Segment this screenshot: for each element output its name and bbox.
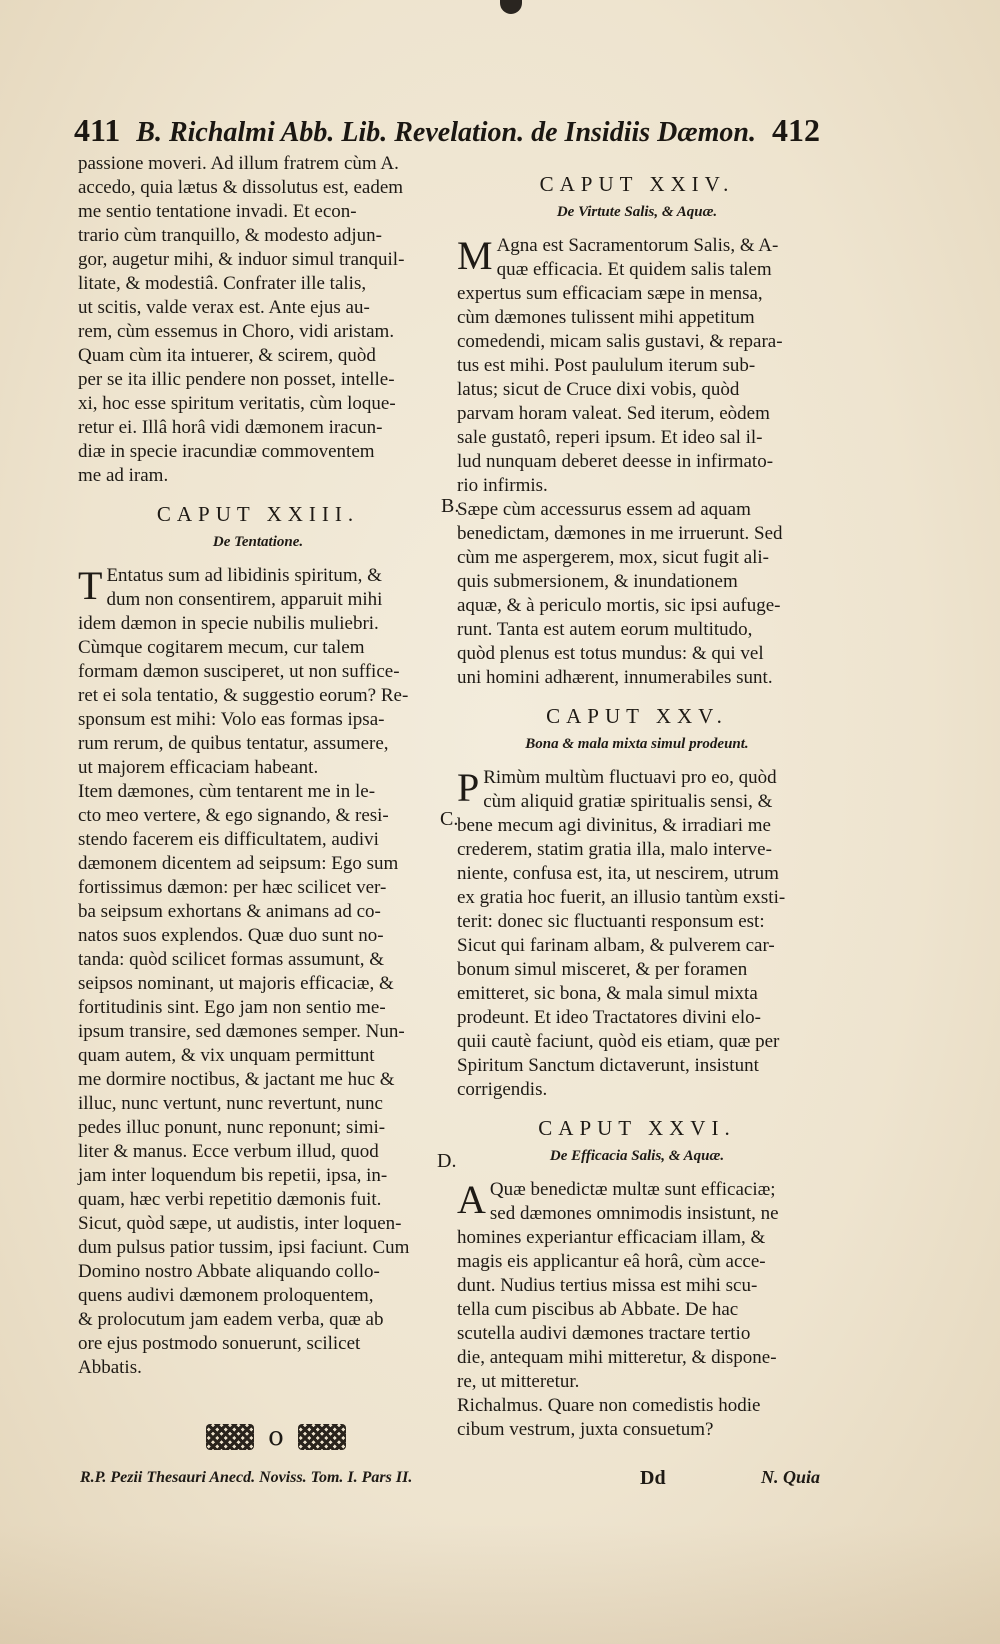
text-line: trario cùm tranquillo, & modesto adjun- bbox=[78, 225, 382, 246]
text-line: tella cum piscibus ab Abbate. De hac bbox=[457, 1299, 739, 1320]
text-line: litate, & modestiâ. Confrater ille talis, bbox=[78, 273, 367, 294]
text-line: ex gratia hoc fuerit, an illusio tantùm exsti- bbox=[457, 887, 786, 908]
running-title: B. Richalmi Abb. Lib. Revelation. de Insidiis Dæmon. bbox=[136, 117, 756, 148]
chapter-25-text bbox=[457, 766, 817, 1102]
text-line: rio infirmis. bbox=[457, 475, 548, 496]
text-line: ipsum transire, sed dæmones semper. Nun- bbox=[78, 1021, 405, 1042]
text-line: Agna est Sacramentorum Salis, & A- bbox=[496, 235, 779, 256]
text-line: dunt. Nudius tertius missa est mihi scu- bbox=[457, 1275, 758, 1296]
text-line: Cùmque cogitarem mecum, cur talem bbox=[78, 637, 365, 658]
text-line: bonum simul misceret, & per foramen bbox=[457, 959, 748, 980]
catchword: N. Quia bbox=[760, 1467, 820, 1487]
page-footer bbox=[80, 1467, 820, 1495]
chapter-25-heading: CAPUT XXV. bbox=[546, 704, 728, 728]
left-intro-text bbox=[78, 152, 438, 488]
text-line: Richalmus. Quare non comedistis hodie bbox=[457, 1395, 761, 1416]
drop-cap: M bbox=[457, 233, 493, 278]
margin-letter-c: C. bbox=[440, 808, 459, 830]
text-line: & prolocutum jam eadem verba, quæ ab bbox=[78, 1309, 384, 1330]
text-line: quæ efficacia. Et quidem salis talem bbox=[496, 259, 772, 280]
text-line: crederem, statim gratia illa, malo interve- bbox=[457, 839, 772, 860]
text-line: per se ita illic pendere non posset, intelle- bbox=[78, 369, 395, 390]
drop-cap: T bbox=[78, 563, 103, 608]
chapter-26-lines bbox=[457, 1178, 817, 1442]
text-line: scutella audivi dæmones tractare tertio bbox=[457, 1323, 751, 1344]
text-line: ut majorem efficaciam habeant. bbox=[78, 757, 319, 778]
text-line: dum pulsus patior tussim, ipsi faciunt. Cum bbox=[78, 1237, 410, 1258]
text-line: benedictam, dæmones in me irruerunt. Sed bbox=[457, 523, 783, 544]
text-line: retur ei. Illâ horâ vidi dæmonem iracun- bbox=[78, 417, 383, 438]
text-line: sed dæmones omnimodis insistunt, ne bbox=[489, 1203, 779, 1224]
binding-mark bbox=[500, 0, 522, 14]
chapter-24-text bbox=[457, 234, 817, 690]
text-line: ret ei sola tentatio, & suggestio eorum? Re- bbox=[78, 685, 409, 706]
chapter-24-heading: CAPUT XXIV. bbox=[539, 172, 735, 196]
text-line: latus; sicut de Cruce dixi vobis, quòd bbox=[457, 379, 740, 400]
page-number-right: 412 bbox=[772, 112, 820, 148]
text-line: ba seipsum exhortans & animans ad co- bbox=[78, 901, 381, 922]
text-line: Rimùm multùm fluctuavi pro eo, quòd bbox=[483, 767, 777, 788]
text-line: bene mecum agi divinitus, & irradiari me bbox=[457, 815, 771, 836]
text-line: quòd plenus est totus mundus: & qui vel bbox=[457, 643, 764, 664]
text-line: me dormire noctibus, & jactant me huc & bbox=[78, 1069, 395, 1090]
text-line: Sæpe cùm accessurus essem ad aquam bbox=[457, 499, 751, 520]
text-line: Sicut qui farinam albam, & pulverem car- bbox=[457, 935, 775, 956]
text-line: fortissimus dæmon: per hæc scilicet ver- bbox=[78, 877, 387, 898]
text-line: uni homini adhærent, innumerabiles sunt. bbox=[457, 667, 773, 688]
text-line: lud nunquam deberet deesse in infirmato- bbox=[457, 451, 774, 472]
left-column bbox=[78, 152, 438, 1380]
drop-cap: A bbox=[457, 1177, 486, 1222]
text-line: rem, cùm essemus in Choro, vidi aristam. bbox=[78, 321, 395, 342]
text-line: aquæ, & à periculo mortis, sic ipsi aufuge- bbox=[457, 595, 781, 616]
text-line: passione moveri. Ad illum fratrem cùm A. bbox=[78, 153, 399, 174]
text-line: dum non consentirem, apparuit mihi bbox=[106, 589, 383, 610]
text-line: quii cautè faciunt, quòd eis etiam, quæ per bbox=[457, 1031, 780, 1052]
chapter-24-lines bbox=[457, 234, 817, 690]
ornament-center: o bbox=[268, 1422, 284, 1452]
text-line: homines experiantur efficaciam illam, & bbox=[457, 1227, 766, 1248]
text-line: Abbatis. bbox=[78, 1357, 142, 1378]
chapter-24-subtitle: De Virtute Salis, & Aquæ. bbox=[556, 204, 718, 220]
text-line: seipsos nominant, ut majoris efficaciæ, & bbox=[78, 973, 394, 994]
text-line: Item dæmones, cùm tentarent me in le- bbox=[78, 781, 376, 802]
text-line: fortitudinis sint. Ego jam non sentio me- bbox=[78, 997, 386, 1018]
text-line: ut scitis, valde verax est. Ante ejus au- bbox=[78, 297, 370, 318]
text-line: formam dæmon susciperet, ut non suffice- bbox=[78, 661, 400, 682]
text-line: expertus sum efficaciam sæpe in mensa, bbox=[457, 283, 763, 304]
text-line: runt. Tanta est autem eorum multitudo, bbox=[457, 619, 753, 640]
chapter-26-heading: CAPUT XXVI. bbox=[538, 1116, 736, 1140]
tailpiece-ornament bbox=[186, 1420, 366, 1454]
text-line: Quam cùm ita intuerer, & scirem, quòd bbox=[78, 345, 376, 366]
text-line: xi, hoc esse spiritum veritatis, cùm loque- bbox=[78, 393, 396, 414]
text-line: rum rerum, de quibus tentatur, assumere, bbox=[78, 733, 389, 754]
right-column bbox=[457, 172, 817, 1442]
text-line: re, ut mitteretur. bbox=[457, 1371, 580, 1392]
chapter-26-text bbox=[457, 1178, 817, 1442]
text-line: quens audivi dæmonem proloquentem, bbox=[78, 1285, 374, 1306]
text-line: pedes illuc ponunt, nunc reponunt; simi- bbox=[78, 1117, 386, 1138]
text-line: ore ejus postmodo sonuerunt, scilicet bbox=[78, 1333, 361, 1354]
text-line: cùm me aspergerem, mox, sicut fugit ali- bbox=[457, 547, 770, 568]
chapter-26-subtitle: De Efficacia Salis, & Aquæ. bbox=[549, 1148, 725, 1164]
margin-letter-b: B. bbox=[441, 495, 460, 517]
text-line: prodeunt. Et ideo Tractatores divini elo- bbox=[457, 1007, 761, 1028]
text-line: cùm aliquid gratiæ spiritualis sensi, & bbox=[483, 791, 773, 812]
text-line: Domino nostro Abbate aliquando collo- bbox=[78, 1261, 380, 1282]
text-line: terit: donec sic fluctuanti responsum est: bbox=[457, 911, 765, 932]
text-line: cùm dæmones tulissent mihi appetitum bbox=[457, 307, 755, 328]
chapter-25-subtitle: Bona & mala mixta simul prodeunt. bbox=[525, 736, 749, 752]
chapter-23-subtitle: De Tentatione. bbox=[212, 534, 304, 550]
ornament-block-left bbox=[206, 1424, 254, 1450]
text-line: idem dæmon in specie nubilis muliebri. bbox=[78, 613, 379, 634]
chapter-25-lines bbox=[457, 766, 817, 1102]
text-line: tus est mihi. Post paululum iterum sub- bbox=[457, 355, 756, 376]
text-line: cto meo vertere, & ego signando, & resi- bbox=[78, 805, 389, 826]
text-line: Entatus sum ad libidinis spiritum, & bbox=[106, 565, 382, 586]
paper-shading bbox=[0, 1524, 1000, 1644]
chapter-23-lines bbox=[78, 564, 438, 1380]
chapter-23-heading: CAPUT XXIII. bbox=[156, 502, 360, 526]
text-line: Quæ benedictæ multæ sunt efficaciæ; bbox=[489, 1179, 776, 1200]
text-line: emitteret, sic bona, & mala simul mixta bbox=[457, 983, 758, 1004]
text-line: illuc, nunc vertunt, nunc revertunt, nunc bbox=[78, 1093, 383, 1114]
text-line: quam, hæc verbi repetitio dæmonis fuit. bbox=[78, 1189, 382, 1210]
text-line: niente, confusa est, ita, ut nescirem, utrum bbox=[457, 863, 779, 884]
text-line: dæmonem dicentem ad seipsum: Ego sum bbox=[78, 853, 399, 874]
margin-letter-d: D. bbox=[437, 1150, 457, 1172]
text-line: me sentio tentatione invadi. Et econ- bbox=[78, 201, 357, 222]
text-line: quam autem, & vix unquam permittunt bbox=[78, 1045, 375, 1066]
text-line: me ad iram. bbox=[78, 465, 169, 486]
text-line: comedendi, micam salis gustavi, & repara- bbox=[457, 331, 783, 352]
text-line: tanda: quòd scilicet formas assumunt, & bbox=[78, 949, 385, 970]
text-line: gor, augetur mihi, & induor simul tranquil- bbox=[78, 249, 405, 270]
footer-source: R.P. Pezii Thesauri Anecd. Noviss. Tom. I. Pars II. bbox=[80, 1469, 413, 1486]
text-line: stendo facerem eis difficultatem, audivi bbox=[78, 829, 379, 850]
text-line: magis eis applicantur eâ horâ, cùm acce- bbox=[457, 1251, 766, 1272]
text-line: diæ in specie iracundiæ commoventem bbox=[78, 441, 375, 462]
signature-mark: Dd bbox=[640, 1467, 666, 1489]
text-line: cibum vestrum, juxta consuetum? bbox=[457, 1419, 714, 1440]
text-line: liter & manus. Ecce verbum illud, quod bbox=[78, 1141, 379, 1162]
text-line: natos suos explendos. Quæ duo sunt no- bbox=[78, 925, 384, 946]
text-line: sponsum est mihi: Volo eas formas ipsa- bbox=[78, 709, 385, 730]
ornament-block-right bbox=[298, 1424, 346, 1450]
drop-cap: P bbox=[457, 765, 480, 810]
text-line: Sicut, quòd sæpe, ut audistis, inter loquen- bbox=[78, 1213, 402, 1234]
page-number-left: 411 bbox=[74, 112, 121, 148]
text-line: corrigendis. bbox=[457, 1079, 548, 1100]
chapter-23-text bbox=[78, 564, 438, 1380]
text-line: quis submersionem, & inundationem bbox=[457, 571, 738, 592]
text-line: parvam horam valeat. Sed iterum, eòdem bbox=[457, 403, 770, 424]
text-line: sale gustatô, reperi ipsum. Et ideo sal il- bbox=[457, 427, 763, 448]
text-line: Spiritum Sanctum dictaverunt, insistunt bbox=[457, 1055, 759, 1076]
text-line: die, antequam mihi mitteretur, & dispone- bbox=[457, 1347, 777, 1368]
text-line: accedo, quia lætus & dissolutus est, eadem bbox=[78, 177, 404, 198]
text-line: jam inter loquendum bis repetii, ipsa, in- bbox=[78, 1165, 388, 1186]
